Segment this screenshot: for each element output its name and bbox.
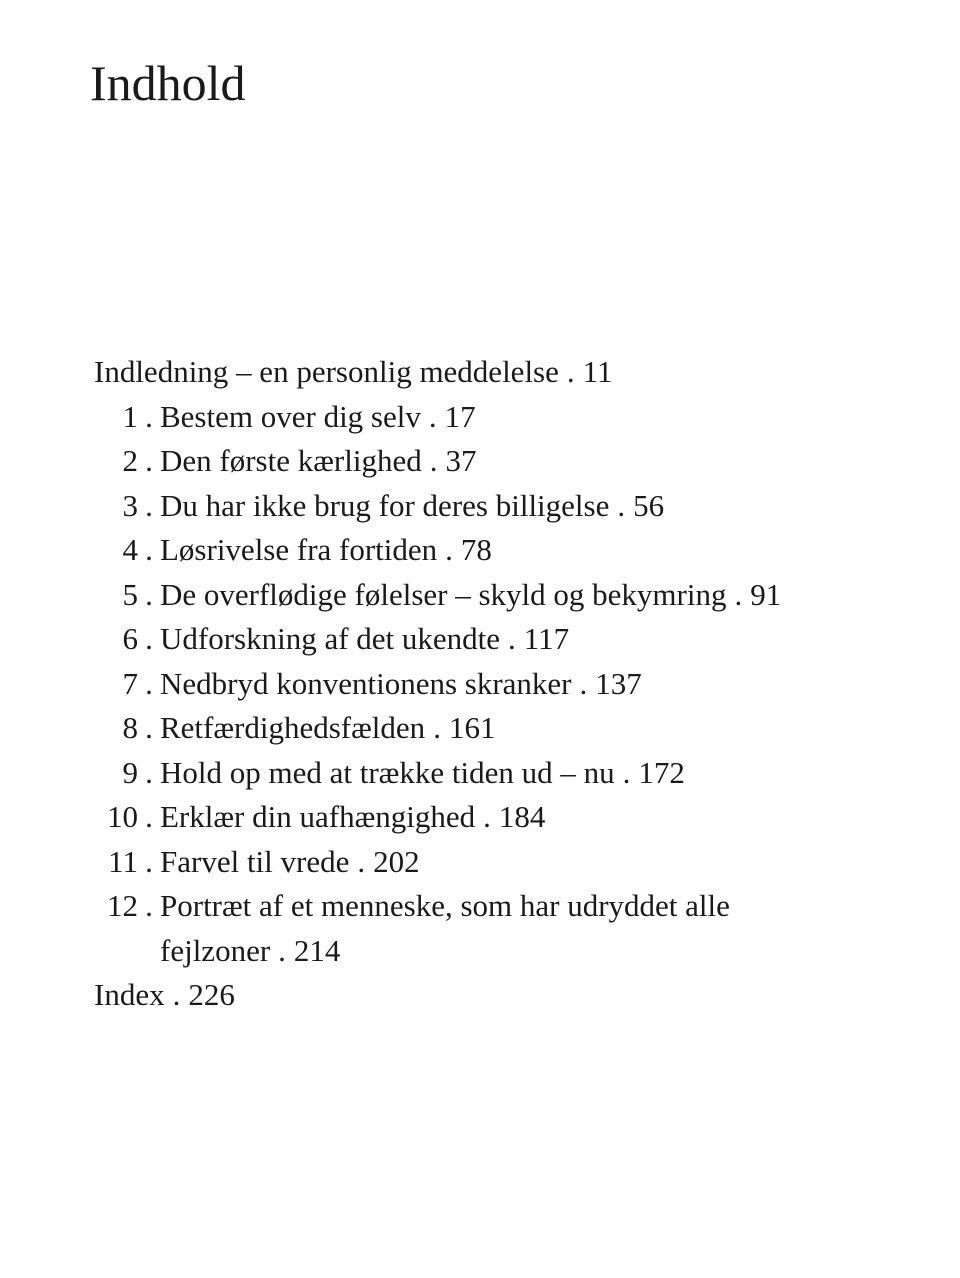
toc-entry-number: 10	[107, 799, 138, 834]
toc-entry-number: 9	[122, 754, 138, 790]
toc-entry-number: 7	[122, 665, 138, 701]
toc-separator: .	[145, 799, 153, 834]
toc-entry-chapter-11	[94, 840, 914, 885]
toc-separator: .	[622, 754, 631, 790]
toc-entry-number: 12	[107, 888, 138, 923]
toc-entry-chapter-7	[94, 662, 914, 707]
toc-entry-chapter-3	[94, 484, 914, 529]
toc-separator: .	[172, 977, 181, 1012]
toc-entry-title: Hold op med at trække tiden ud – nu	[160, 754, 615, 790]
toc-entry-title: Løsrivelse fra fortiden	[160, 532, 438, 567]
table-of-contents	[94, 350, 914, 1018]
toc-entry-title: Den første kærlighed	[160, 443, 422, 478]
toc-entry-title: Du har ikke brug for deres billigelse	[160, 487, 610, 523]
toc-entry-chapter-4	[94, 528, 914, 573]
toc-entry-title: Udforskning af det ukendte	[160, 621, 501, 656]
toc-separator: .	[483, 799, 491, 834]
toc-entry-page: 202	[373, 843, 420, 879]
toc-entry-title: Retfærdighedsfælden	[160, 710, 426, 745]
toc-separator: .	[145, 888, 153, 923]
toc-entry-title: Portræt af et menneske, som har udryddet alle fejlzoner	[160, 888, 730, 968]
toc-separator: .	[508, 621, 516, 656]
toc-entry-page: 37	[445, 443, 477, 478]
toc-entry-page: 226	[188, 977, 235, 1012]
toc-entry-page: 78	[460, 532, 492, 567]
toc-separator: .	[357, 843, 366, 879]
toc-separator: .	[145, 621, 153, 656]
toc-entry-title: De overflødige følelser – skyld og bekymring	[160, 576, 727, 612]
toc-separator: .	[145, 710, 153, 745]
toc-separator: .	[145, 576, 153, 612]
toc-separator: .	[617, 487, 626, 523]
toc-entry-chapter-6	[94, 617, 914, 662]
toc-entry-page: 91	[750, 576, 782, 612]
toc-entry-chapter-9	[94, 751, 914, 796]
toc-entry-chapter-1	[94, 395, 914, 440]
toc-separator: .	[145, 398, 153, 434]
toc-entry-page: 117	[523, 621, 570, 656]
toc-entry-page: 56	[633, 487, 665, 523]
toc-separator: .	[445, 532, 453, 567]
toc-entry-title: Farvel til vrede	[160, 843, 350, 879]
toc-entry-number: 3	[122, 487, 138, 523]
toc-entry-page: 214	[293, 932, 341, 968]
toc-entry-number: 5	[122, 576, 138, 612]
toc-entry-title: Indledning – en personlig meddelelse	[94, 354, 559, 389]
toc-entry-page: 137	[595, 665, 642, 701]
toc-entry-number: 2	[122, 443, 138, 478]
toc-entry-number: 11	[108, 843, 138, 879]
toc-separator: .	[145, 754, 153, 790]
toc-separator: .	[428, 398, 437, 434]
toc-entry-chapter-2	[94, 439, 914, 484]
toc-entry-number: 1	[122, 398, 138, 434]
toc-entry-chapter-8	[94, 706, 914, 751]
toc-entry-title: Nedbryd konventionens skranker	[160, 665, 572, 701]
toc-entry-title: Bestem over dig selv	[160, 398, 421, 434]
toc-entry-page: 172	[638, 754, 685, 790]
toc-entry-number: 8	[122, 710, 138, 745]
toc-entry-number: 6	[122, 621, 138, 656]
toc-entry-chapter-12	[94, 884, 914, 973]
toc-separator: .	[278, 932, 286, 968]
toc-separator: .	[145, 843, 153, 879]
toc-separator: .	[579, 665, 588, 701]
toc-separator: .	[145, 665, 153, 701]
toc-separator: .	[145, 532, 153, 567]
toc-entry-title: Index	[94, 977, 165, 1012]
toc-entry-page: 161	[448, 710, 496, 745]
toc-separator: .	[145, 443, 153, 478]
toc-separator: .	[145, 487, 153, 523]
toc-separator: .	[734, 576, 743, 612]
toc-entry-title: Erklær din uafhængighed	[160, 799, 476, 834]
toc-entry-chapter-5	[94, 573, 914, 618]
page-title: Indhold	[90, 55, 246, 111]
toc-entry-page: 184	[498, 799, 546, 834]
toc-separator: .	[566, 354, 575, 389]
toc-entry-page: 17	[444, 398, 476, 434]
toc-entry-page: 11	[582, 354, 613, 389]
toc-entry-chapter-10	[94, 795, 914, 840]
toc-entry-index	[94, 973, 914, 1018]
toc-separator: .	[433, 710, 441, 745]
toc-entry-introduction	[94, 350, 914, 395]
toc-separator: .	[429, 443, 438, 478]
toc-entry-number: 4	[122, 532, 138, 567]
